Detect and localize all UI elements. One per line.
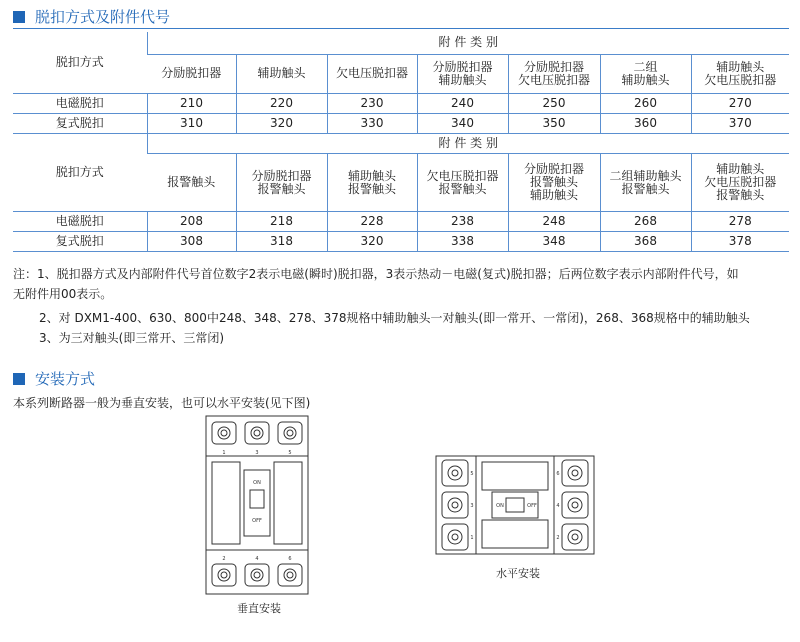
terminal-number: 6 <box>556 471 560 477</box>
code-cell: 320 <box>327 232 417 252</box>
column-header-line: 报警触头 <box>438 181 487 196</box>
breaker-body <box>436 456 594 554</box>
column-header-line: 欠电压脱扣器 <box>704 72 777 87</box>
column-header-line: 二组 <box>633 59 658 74</box>
terminal-number: 1 <box>470 535 474 541</box>
code-cell: 370 <box>691 113 789 133</box>
on-label: ON <box>496 503 504 509</box>
terminal-number: 4 <box>255 556 259 562</box>
code-cell: 268 <box>600 212 691 232</box>
column-header-line: 分励脱扣器 <box>523 162 584 176</box>
toggle-handle <box>250 490 264 508</box>
column-header-line: 欠电压脱扣器 <box>517 72 590 87</box>
vertical-breaker-drawing <box>202 412 312 598</box>
column-header-cell <box>691 54 789 93</box>
toggle-handle <box>506 498 524 512</box>
column-header-line: 辅助触头 <box>716 59 765 74</box>
terminal-number: 3 <box>255 450 259 456</box>
row-header-cell: 脱扣方式 <box>13 32 147 93</box>
terminal-number: 5 <box>470 471 474 477</box>
column-header-line: 分励脱扣器 <box>251 168 312 183</box>
code-cell: 260 <box>600 93 691 113</box>
column-header-line: 欠电压脱扣器 <box>704 175 777 189</box>
code-cell: 238 <box>417 212 508 232</box>
section-marker-icon <box>13 373 25 385</box>
column-header-cell <box>147 54 236 93</box>
code-cell: 248 <box>508 212 600 232</box>
column-header-line: 辅助触头 <box>716 162 765 176</box>
note-line: 3、为三对触头(即三常开、三常闭) <box>39 331 224 345</box>
column-header-cell <box>600 154 691 212</box>
column-header-line: 分励脱扣器 <box>161 66 222 80</box>
table-row <box>13 113 789 133</box>
terminal-number: 6 <box>288 556 292 562</box>
terminal-number: 2 <box>556 535 560 541</box>
column-header-line: 报警触头 <box>716 188 765 202</box>
column-header-line: 报警触头 <box>347 181 396 196</box>
code-cell: 218 <box>236 212 327 232</box>
note-line: 无附件用00表示。 <box>13 287 113 301</box>
column-header-line: 报警触头 <box>257 181 306 196</box>
terminal-number: 5 <box>288 450 292 456</box>
row-label-cell: 复式脱扣 <box>13 232 147 252</box>
group-header-cell: 附 件 类 别 <box>147 32 789 54</box>
horizontal-caption: 水平安装 <box>496 567 540 580</box>
off-label: OFF <box>527 503 537 509</box>
terminal-number: 2 <box>222 556 226 562</box>
column-header-line: 辅助触头 <box>257 66 306 80</box>
breaker-body <box>206 416 308 594</box>
column-header-line: 辅助触头 <box>621 72 670 87</box>
column-header-cell <box>691 154 789 212</box>
section-marker-icon <box>13 11 25 23</box>
column-header-line: 欠电压脱扣器 <box>426 168 499 183</box>
column-header-line: 报警触头 <box>621 181 670 196</box>
column-header-line: 辅助触头 <box>438 72 487 87</box>
terminal-number: 3 <box>470 503 474 509</box>
column-header-line: 分励脱扣器 <box>432 59 493 74</box>
column-header-cell <box>236 54 327 93</box>
column-header-line: 报警触头 <box>529 175 578 189</box>
code-cell: 208 <box>147 212 236 232</box>
accessory-code-table-1 <box>13 32 789 134</box>
note-line: 注：1、脱扣器方式及内部附件代号首位数字2表示电磁(瞬时)脱扣器，3表示热动－电磁(复式)脱扣器；后两位数字表示内部附件代号，如 <box>13 267 739 281</box>
section-divider <box>13 28 789 29</box>
column-header-cell <box>327 154 417 212</box>
column-header-line: 辅助触头 <box>529 188 578 202</box>
row-label-cell: 复式脱扣 <box>13 113 147 133</box>
column-header-line: 欠电压脱扣器 <box>335 66 408 80</box>
column-header-cell <box>236 154 327 212</box>
code-cell: 250 <box>508 93 600 113</box>
code-cell: 308 <box>147 232 236 252</box>
install-intro-text: 本系列断路器一般为垂直安装，也可以水平安装(见下图) <box>13 396 311 410</box>
section-header-installation <box>13 368 95 389</box>
table-row <box>13 93 789 113</box>
terminal-number: 1 <box>222 450 226 456</box>
code-cell: 338 <box>417 232 508 252</box>
column-header-cell <box>147 154 236 212</box>
table-row <box>13 232 789 252</box>
code-cell: 270 <box>691 93 789 113</box>
section-title: 安装方式 <box>35 370 96 388</box>
column-header-line: 分励脱扣器 <box>523 59 584 74</box>
row-label-cell: 电磁脱扣 <box>13 93 147 113</box>
code-cell: 378 <box>691 232 789 252</box>
group-header-cell: 附 件 类 别 <box>147 134 789 154</box>
note-line: 2、对 DXM1-400、630、800中248、348、278、378规格中辅助触头一对触头(即一常开、一常闭)，268、368规格中的辅助触头 <box>39 311 750 325</box>
vertical-caption: 垂直安装 <box>237 602 281 615</box>
on-label: ON <box>253 480 261 486</box>
column-header-cell <box>600 54 691 93</box>
column-header-cell <box>417 54 508 93</box>
column-header-cell <box>327 54 417 93</box>
column-header-cell <box>417 154 508 212</box>
code-cell: 348 <box>508 232 600 252</box>
notes-block <box>13 264 793 348</box>
code-cell: 320 <box>236 113 327 133</box>
code-cell: 228 <box>327 212 417 232</box>
code-cell: 368 <box>600 232 691 252</box>
code-cell: 350 <box>508 113 600 133</box>
horizontal-breaker-drawing <box>432 452 598 558</box>
accessory-code-table-2 <box>13 133 789 252</box>
row-label-cell: 电磁脱扣 <box>13 212 147 232</box>
terminal-number: 4 <box>556 503 560 509</box>
code-cell: 220 <box>236 93 327 113</box>
code-cell: 210 <box>147 93 236 113</box>
section-header-release-accessory <box>13 6 170 27</box>
table-row <box>13 212 789 232</box>
code-cell: 278 <box>691 212 789 232</box>
section-title: 脱扣方式及附件代号 <box>35 8 171 26</box>
code-cell: 360 <box>600 113 691 133</box>
off-label: OFF <box>252 518 262 524</box>
column-header-line: 报警触头 <box>167 175 216 189</box>
code-cell: 240 <box>417 93 508 113</box>
code-cell: 330 <box>327 113 417 133</box>
column-header-cell <box>508 54 600 93</box>
code-cell: 318 <box>236 232 327 252</box>
code-cell: 310 <box>147 113 236 133</box>
code-cell: 340 <box>417 113 508 133</box>
row-header-cell: 脱扣方式 <box>13 134 147 212</box>
column-header-line: 辅助触头 <box>347 168 396 183</box>
column-header-cell <box>508 154 600 212</box>
column-header-line: 二组辅助触头 <box>609 168 682 183</box>
code-cell: 230 <box>327 93 417 113</box>
